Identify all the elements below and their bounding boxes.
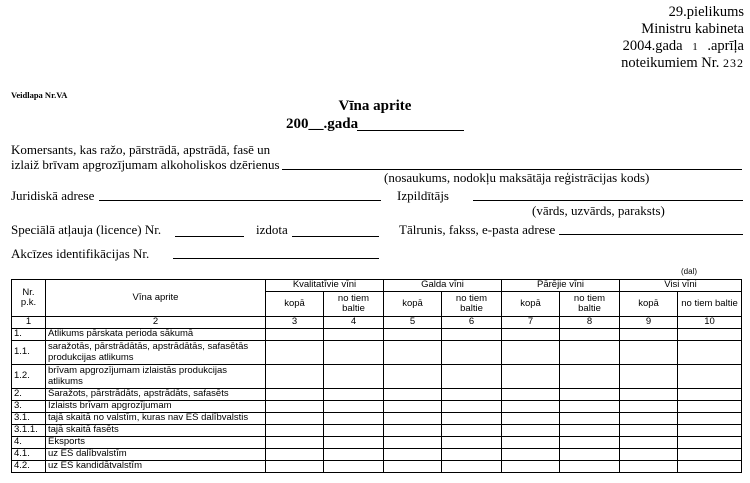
group-table: Galda vīni bbox=[384, 280, 502, 292]
regulation-number bbox=[621, 55, 744, 72]
column-numbers-row bbox=[12, 317, 742, 329]
row-number: 1.1. bbox=[12, 341, 46, 365]
value-cell[interactable] bbox=[678, 449, 742, 461]
value-cell[interactable] bbox=[442, 329, 502, 341]
row-number: 3.1. bbox=[12, 413, 46, 425]
value-cell[interactable] bbox=[266, 401, 324, 413]
sub-total: kopā bbox=[502, 292, 560, 317]
row-label: Eksports bbox=[46, 437, 266, 449]
issued-label: izdota bbox=[256, 222, 288, 237]
value-cell[interactable] bbox=[442, 425, 502, 437]
excise-label: Akcīzes identifikācijas Nr. bbox=[11, 246, 150, 261]
value-cell[interactable] bbox=[384, 389, 442, 401]
value-cell[interactable] bbox=[266, 365, 324, 389]
value-cell[interactable] bbox=[324, 437, 384, 449]
value-cell[interactable] bbox=[502, 365, 560, 389]
value-cell[interactable] bbox=[442, 437, 502, 449]
value-cell[interactable] bbox=[620, 389, 678, 401]
value-cell[interactable] bbox=[324, 329, 384, 341]
value-cell[interactable] bbox=[620, 449, 678, 461]
value-cell[interactable] bbox=[678, 341, 742, 365]
value-cell[interactable] bbox=[442, 461, 502, 473]
value-cell[interactable] bbox=[442, 389, 502, 401]
column-number: 2 bbox=[46, 317, 266, 329]
value-cell[interactable] bbox=[324, 449, 384, 461]
value-cell[interactable] bbox=[442, 401, 502, 413]
value-cell[interactable] bbox=[560, 437, 620, 449]
unit-label: (dal) bbox=[681, 267, 698, 276]
column-number: 3 bbox=[266, 317, 324, 329]
table-row bbox=[12, 329, 742, 341]
year-month-field[interactable] bbox=[357, 130, 464, 131]
value-cell[interactable] bbox=[266, 461, 324, 473]
row-label: Izlaists brīvam apgrozījumam bbox=[46, 401, 266, 413]
regulation-prefix: noteikumiem Nr. bbox=[621, 55, 720, 71]
value-cell[interactable] bbox=[620, 401, 678, 413]
date-suffix: .aprīļa bbox=[707, 38, 744, 54]
row-label: tajā skaitā no valstīm, kuras nav ES dalībvalstis bbox=[46, 413, 266, 425]
merchant-label-line1: Komersants, kas ražo, pārstrādā, apstrādā, fasē un bbox=[11, 142, 271, 157]
column-number: 5 bbox=[384, 317, 442, 329]
row-number: 4. bbox=[12, 437, 46, 449]
value-cell[interactable] bbox=[560, 401, 620, 413]
table-row bbox=[12, 389, 742, 401]
sub-baltic: no tiem baltie bbox=[324, 292, 384, 317]
value-cell[interactable] bbox=[266, 341, 324, 365]
authority: Ministru kabineta bbox=[641, 21, 744, 37]
value-cell[interactable] bbox=[502, 437, 560, 449]
value-cell[interactable] bbox=[502, 449, 560, 461]
value-cell[interactable] bbox=[560, 365, 620, 389]
row-label: saražotās, pārstrādātās, apstrādātās, safasētās produkcijas atlikums bbox=[46, 341, 266, 365]
value-cell[interactable] bbox=[442, 341, 502, 365]
license-label: Speciālā atļauja (licence) Nr. bbox=[11, 222, 162, 237]
value-cell[interactable] bbox=[678, 401, 742, 413]
date-day: 1 bbox=[692, 41, 698, 53]
table-row bbox=[12, 401, 742, 413]
column-number: 1 bbox=[12, 317, 46, 329]
row-label: Atlikums pārskata perioda sākumā bbox=[46, 329, 266, 341]
value-cell[interactable] bbox=[678, 389, 742, 401]
value-cell[interactable] bbox=[266, 389, 324, 401]
table-row bbox=[12, 425, 742, 437]
column-number: 6 bbox=[442, 317, 502, 329]
sub-baltic: no tiem baltie bbox=[442, 292, 502, 317]
value-cell[interactable] bbox=[678, 461, 742, 473]
value-cell[interactable] bbox=[442, 365, 502, 389]
row-label: tajā skaitā fasēts bbox=[46, 425, 266, 437]
value-cell[interactable] bbox=[502, 401, 560, 413]
excise-field[interactable] bbox=[173, 258, 379, 259]
value-cell[interactable] bbox=[560, 461, 620, 473]
value-cell[interactable] bbox=[324, 365, 384, 389]
row-label: uz ES dalībvalstīm bbox=[46, 449, 266, 461]
value-cell[interactable] bbox=[266, 449, 324, 461]
column-number: 8 bbox=[560, 317, 620, 329]
executor-label: Izpildītājs bbox=[397, 188, 449, 203]
sub-total: kopā bbox=[384, 292, 442, 317]
executor-field[interactable] bbox=[473, 200, 743, 201]
column-number: 4 bbox=[324, 317, 384, 329]
legal-address-field[interactable] bbox=[99, 200, 381, 201]
merchant-caption: (nosaukums, nodokļu maksātāja reģistrācijas kods) bbox=[384, 170, 650, 185]
value-cell[interactable] bbox=[620, 413, 678, 425]
value-cell[interactable] bbox=[560, 329, 620, 341]
row-number: 2. bbox=[12, 389, 46, 401]
value-cell[interactable] bbox=[502, 341, 560, 365]
value-cell[interactable] bbox=[678, 437, 742, 449]
row-number: 3. bbox=[12, 401, 46, 413]
value-cell[interactable] bbox=[384, 401, 442, 413]
contacts-field[interactable] bbox=[559, 234, 743, 235]
appendix-number: 29.pielikums bbox=[668, 4, 744, 20]
group-other: Pārējie vīni bbox=[502, 280, 620, 292]
value-cell[interactable] bbox=[620, 461, 678, 473]
table-row bbox=[12, 341, 742, 365]
row-number: 1. bbox=[12, 329, 46, 341]
regulation-date bbox=[623, 38, 744, 56]
table-row bbox=[12, 461, 742, 473]
value-cell[interactable] bbox=[502, 413, 560, 425]
sub-baltic: no tiem baltie bbox=[678, 292, 742, 317]
row-label: Saražots, pārstrādāts, apstrādāts, safasēts bbox=[46, 389, 266, 401]
row-number: 4.1. bbox=[12, 449, 46, 461]
executor-caption: (vārds, uzvārds, paraksts) bbox=[532, 203, 665, 218]
value-cell[interactable] bbox=[620, 425, 678, 437]
value-cell[interactable] bbox=[384, 461, 442, 473]
value-cell[interactable] bbox=[266, 329, 324, 341]
sub-total: kopā bbox=[266, 292, 324, 317]
table-row bbox=[12, 413, 742, 425]
value-cell[interactable] bbox=[502, 425, 560, 437]
value-cell[interactable] bbox=[620, 341, 678, 365]
table-row bbox=[12, 449, 742, 461]
contacts-label: Tālrunis, fakss, e-pasta adrese bbox=[399, 222, 556, 237]
value-cell[interactable] bbox=[324, 389, 384, 401]
value-cell[interactable] bbox=[324, 341, 384, 365]
value-cell[interactable] bbox=[620, 365, 678, 389]
value-cell[interactable] bbox=[442, 449, 502, 461]
value-cell[interactable] bbox=[324, 425, 384, 437]
value-cell[interactable] bbox=[502, 461, 560, 473]
value-cell[interactable] bbox=[620, 329, 678, 341]
license-field[interactable] bbox=[175, 236, 244, 237]
value-cell[interactable] bbox=[560, 341, 620, 365]
value-cell[interactable] bbox=[324, 461, 384, 473]
value-cell[interactable] bbox=[442, 413, 502, 425]
value-cell[interactable] bbox=[560, 413, 620, 425]
value-cell[interactable] bbox=[678, 413, 742, 425]
value-cell[interactable] bbox=[266, 413, 324, 425]
value-cell[interactable] bbox=[384, 329, 442, 341]
legal-address-label: Juridiskā adrese bbox=[11, 188, 95, 203]
value-cell[interactable] bbox=[560, 389, 620, 401]
group-all: Visi vīni bbox=[620, 280, 742, 292]
value-cell[interactable] bbox=[502, 389, 560, 401]
value-cell[interactable] bbox=[384, 449, 442, 461]
value-cell[interactable] bbox=[324, 413, 384, 425]
value-cell[interactable] bbox=[678, 329, 742, 341]
value-cell[interactable] bbox=[266, 437, 324, 449]
page-title: Vīna aprite bbox=[338, 98, 412, 114]
value-cell[interactable] bbox=[620, 437, 678, 449]
col-nr-header: Nr. p.k. bbox=[12, 280, 46, 317]
value-cell[interactable] bbox=[384, 437, 442, 449]
value-cell[interactable] bbox=[384, 413, 442, 425]
column-number: 7 bbox=[502, 317, 560, 329]
row-number: 4.2. bbox=[12, 461, 46, 473]
sub-baltic: no tiem baltie bbox=[560, 292, 620, 317]
value-cell[interactable] bbox=[678, 365, 742, 389]
row-number: 3.1.1. bbox=[12, 425, 46, 437]
date-prefix: 2004.gada bbox=[622, 38, 683, 54]
row-label: uz ES kandidātvalstīm bbox=[46, 461, 266, 473]
year-prefix: 200__.gada bbox=[286, 116, 359, 132]
value-cell[interactable] bbox=[384, 365, 442, 389]
value-cell[interactable] bbox=[324, 401, 384, 413]
value-cell[interactable] bbox=[678, 425, 742, 437]
wine-turnover-table bbox=[11, 279, 742, 473]
value-cell[interactable] bbox=[384, 425, 442, 437]
table-row bbox=[12, 365, 742, 389]
column-number: 9 bbox=[620, 317, 678, 329]
value-cell[interactable] bbox=[266, 425, 324, 437]
value-cell[interactable] bbox=[384, 341, 442, 365]
group-quality: Kvalitatīvie vīni bbox=[266, 280, 384, 292]
table-row bbox=[12, 437, 742, 449]
regulation-num: 232 bbox=[723, 56, 744, 70]
row-number: 1.2. bbox=[12, 365, 46, 389]
value-cell[interactable] bbox=[560, 449, 620, 461]
row-label: brīvam apgrozījumam izlaistās produkcijas atlikums bbox=[46, 365, 266, 389]
form-code: Veidlapa Nr.VA bbox=[11, 90, 68, 100]
merchant-label-line2: izlaiž brīvam apgrozījumam alkoholiskos dzērienus bbox=[11, 157, 280, 172]
col-wine-header: Vīna aprite bbox=[46, 280, 266, 317]
issued-field[interactable] bbox=[292, 236, 379, 237]
sub-total: kopā bbox=[620, 292, 678, 317]
value-cell[interactable] bbox=[560, 425, 620, 437]
column-number: 10 bbox=[678, 317, 742, 329]
value-cell[interactable] bbox=[502, 329, 560, 341]
